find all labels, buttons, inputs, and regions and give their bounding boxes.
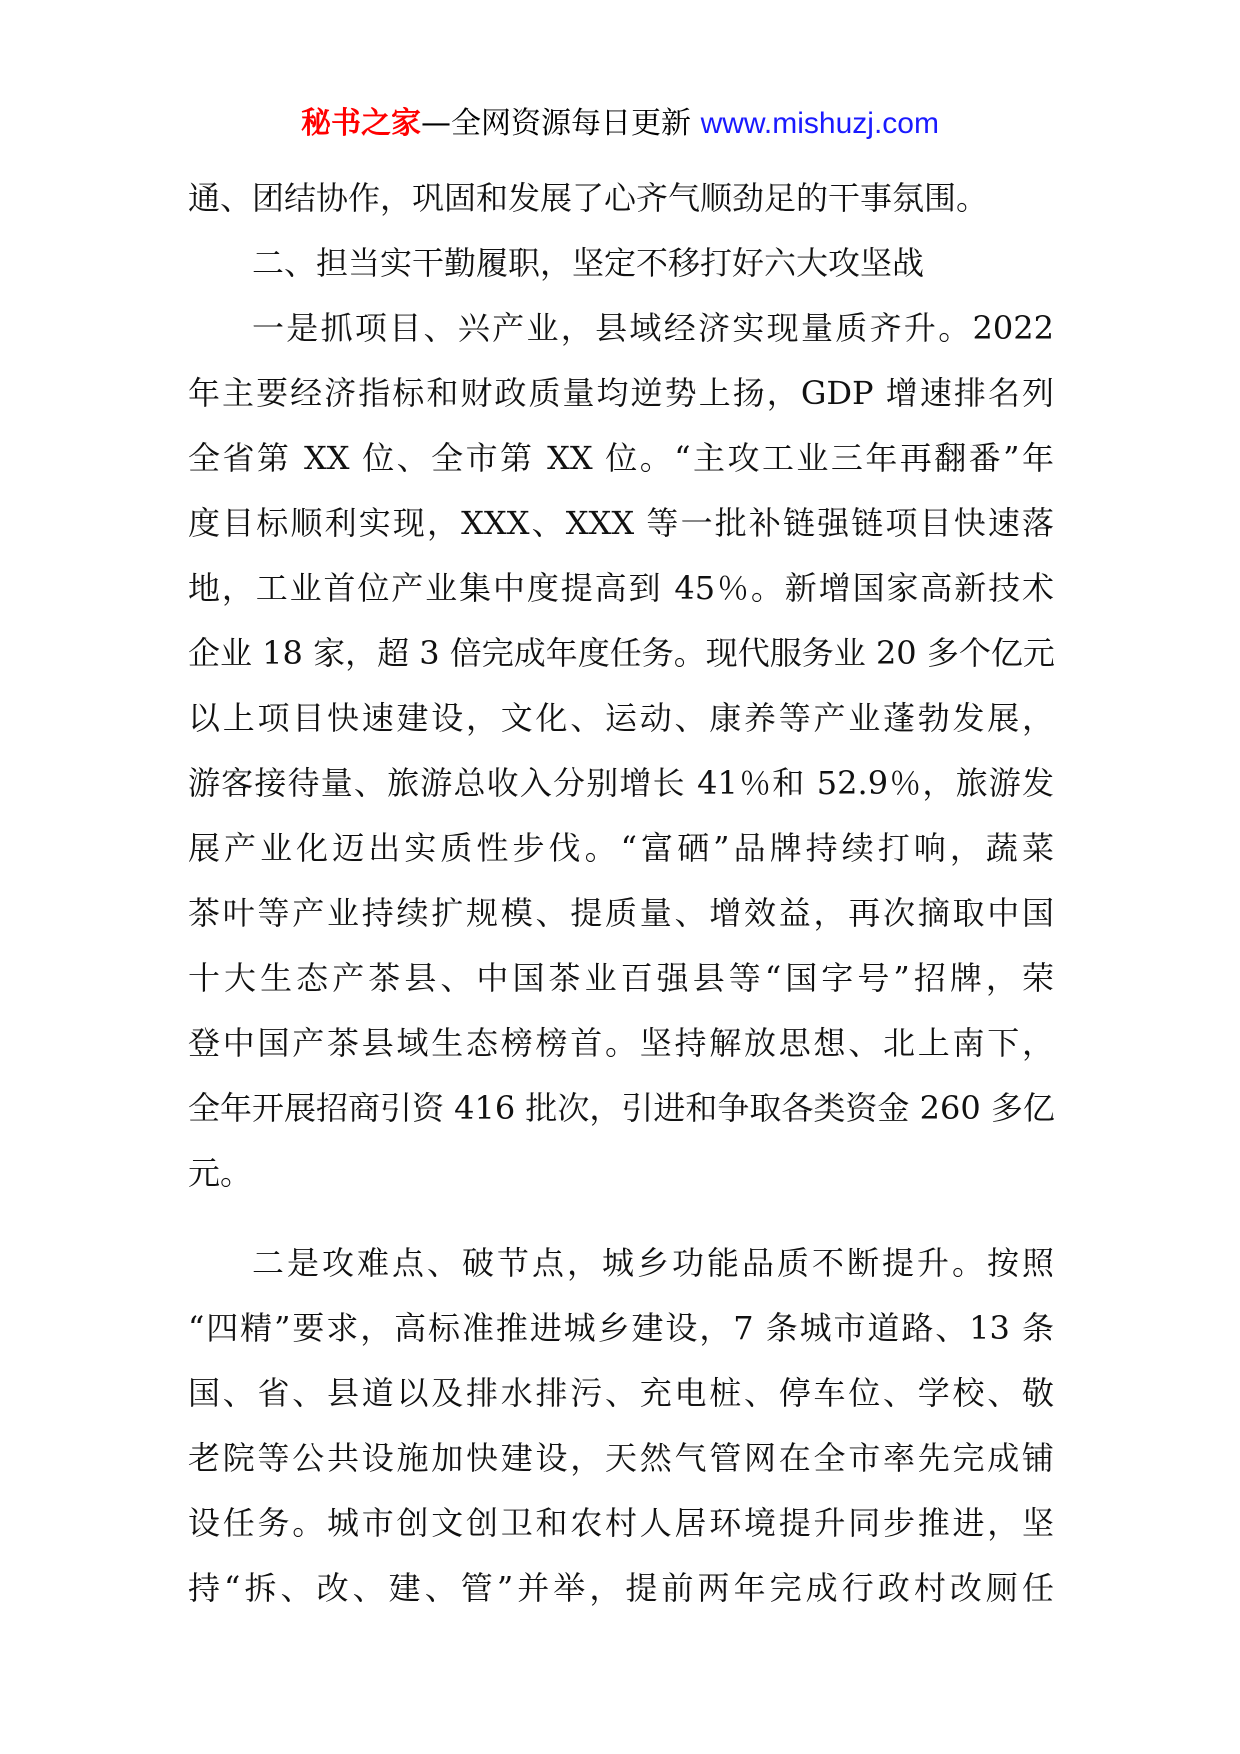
text-line: 老院等公共设施加快建设，天然气管网在全市率先完成铺 [188, 1439, 1054, 1477]
document-body [188, 166, 1054, 1621]
text-line: 茶叶等产业持续扩规模、提质量、增效益，再次摘取中国 [188, 894, 1054, 932]
text-line: 地，工业首位产业集中度提高到 45％。新增国家高新技术 [188, 569, 1054, 607]
text-line: 持“拆、改、建、管”并举，提前两年完成行政村改厕任 [188, 1569, 1054, 1607]
brand-name: 秘书之家 [301, 106, 422, 141]
text-line: 登中国产茶县域生态榜榜首。坚持解放思想、北上南下， [188, 1024, 1054, 1062]
text-line: 展产业化迈出实质性步伐。“富硒”品牌持续打响，蔬菜 [188, 829, 1054, 867]
text-line: 游客接待量、旅游总收入分别增长 41％和 52.9％，旅游发 [188, 764, 1054, 802]
text-line: 全年开展招商引资 416 批次，引进和争取各类资金 260 多亿 [188, 1089, 1055, 1127]
paragraph-spacer [188, 1206, 1054, 1231]
page-header [0, 104, 1240, 144]
text-line: 年主要经济指标和财政质量均逆势上扬，GDP 增速排名列 [188, 374, 1054, 412]
text-line: 以上项目快速建设，文化、运动、康养等产业蓬勃发展， [188, 699, 1054, 737]
text-line: 设任务。城市创文创卫和农村人居环境提升同步推进，坚 [188, 1504, 1054, 1542]
text-line: 全省第 XX 位、全市第 XX 位。“主攻工业三年再翻番”年 [188, 439, 1054, 477]
text-line: 度目标顺利实现，XXX、XXX 等一批补链强链项目快速落 [188, 504, 1054, 542]
section-heading: 二、担当实干勤履职，坚定不移打好六大攻坚战 [252, 244, 925, 282]
text-line: “四精”要求，高标准推进城乡建设，7 条城市道路、13 条 [188, 1309, 1054, 1347]
text-line: 国、省、县道以及排水排污、充电桩、停车位、学校、敬 [188, 1374, 1054, 1412]
header-tagline: —全网资源每日更新 [421, 106, 701, 141]
text-line: 一是抓项目、兴产业，县域经济实现量质齐升。2022 [252, 309, 1054, 347]
text-line: 元。 [188, 1154, 253, 1192]
text-line: 十大生态产茶县、中国茶业百强县等“国字号”招牌，荣 [188, 959, 1054, 997]
text-line: 企业 18 家，超 3 倍完成年度任务。现代服务业 20 多个亿元 [188, 634, 1055, 672]
text-line: 二是攻难点、破节点，城乡功能品质不断提升。按照 [252, 1244, 1054, 1282]
text-line: 通、团结协作，巩固和发展了心齐气顺劲足的干事氛围。 [188, 179, 989, 217]
website-link[interactable]: www.mishuzj.com [700, 107, 939, 140]
